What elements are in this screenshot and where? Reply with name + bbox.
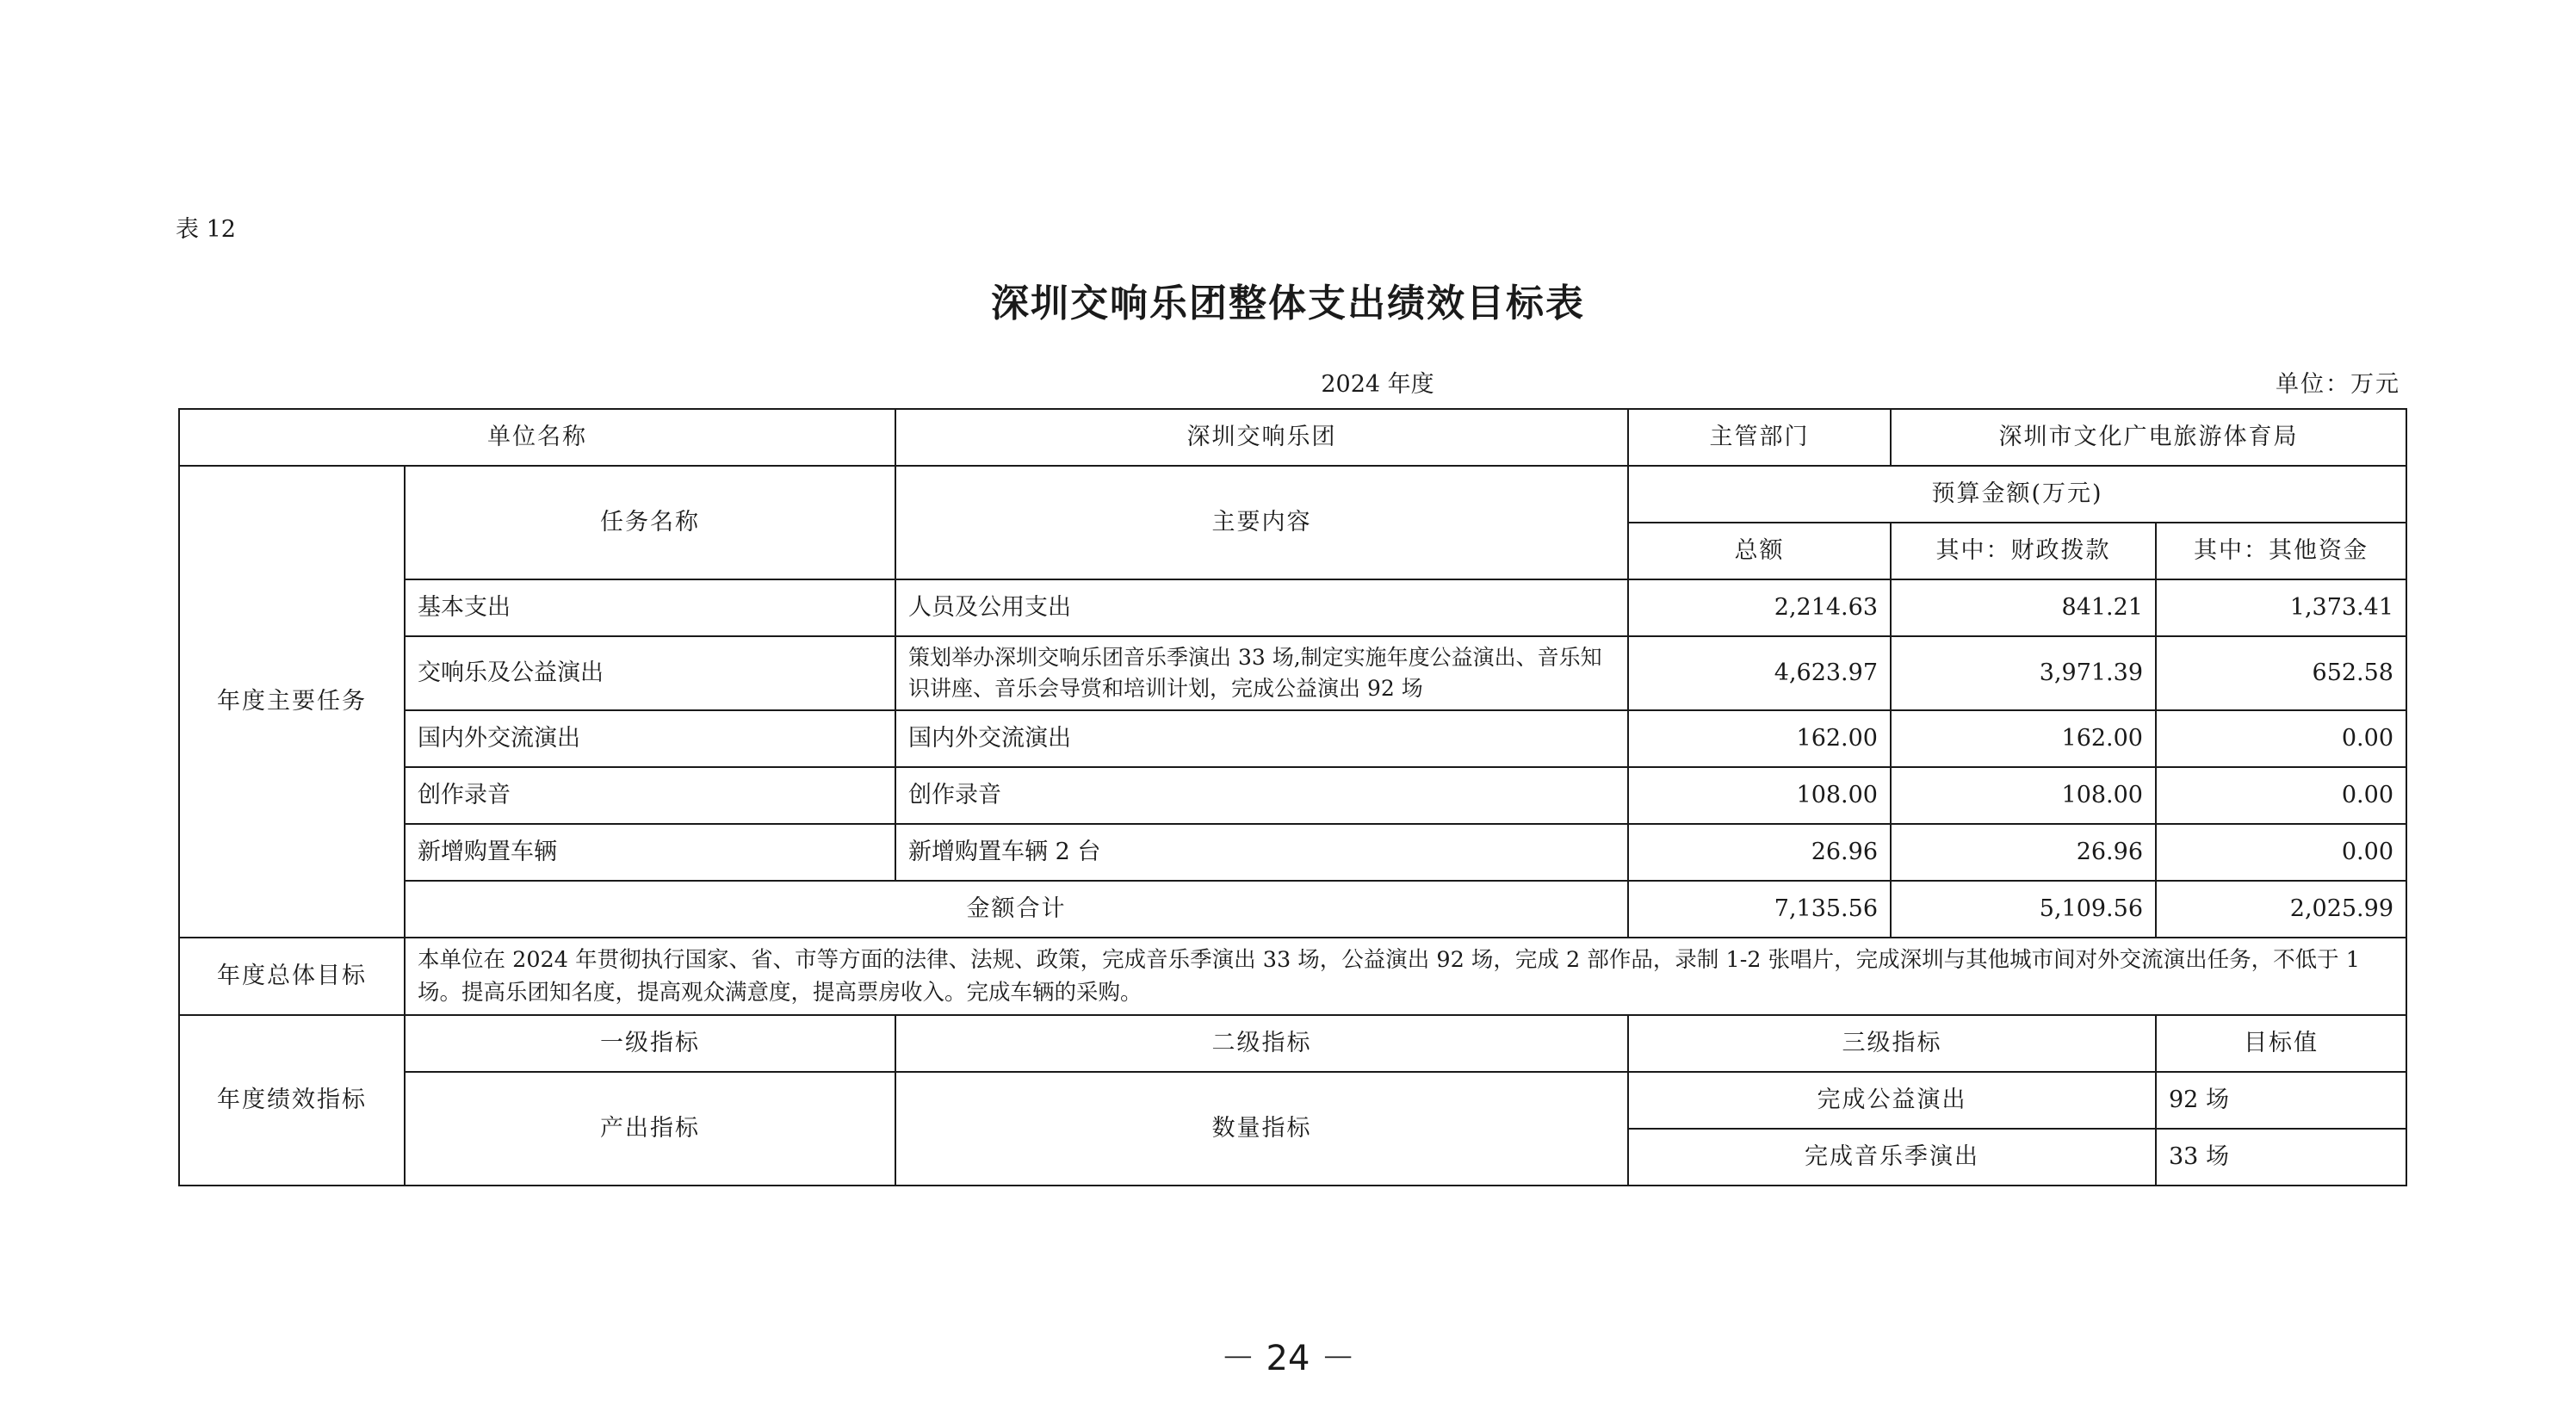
col-target: 目标值 bbox=[2156, 1015, 2406, 1072]
task-fiscal: 26.96 bbox=[1891, 824, 2156, 881]
task-name: 创作录音 bbox=[405, 767, 895, 824]
task-name: 交响乐及公益演出 bbox=[405, 636, 895, 710]
col-task-name: 任务名称 bbox=[405, 466, 895, 579]
level2-value: 数量指标 bbox=[895, 1072, 1628, 1186]
col-total: 总额 bbox=[1628, 523, 1891, 579]
table-row bbox=[179, 824, 2406, 881]
task-total: 162.00 bbox=[1628, 710, 1891, 767]
task-name: 新增购置车辆 bbox=[405, 824, 895, 881]
task-name: 国内外交流演出 bbox=[405, 710, 895, 767]
target-value: 33 场 bbox=[2156, 1129, 2406, 1186]
task-total: 108.00 bbox=[1628, 767, 1891, 824]
tasks-section-label: 年度主要任务 bbox=[179, 466, 405, 938]
dept-value: 深圳市文化广电旅游体育局 bbox=[1891, 409, 2406, 466]
table-row bbox=[179, 1072, 2406, 1129]
task-fiscal: 3,971.39 bbox=[1891, 636, 2156, 710]
col-level2: 二级指标 bbox=[895, 1015, 1628, 1072]
level3-value: 完成公益演出 bbox=[1628, 1072, 2156, 1129]
task-content: 国内外交流演出 bbox=[895, 710, 1628, 767]
task-fiscal: 162.00 bbox=[1891, 710, 2156, 767]
task-total: 26.96 bbox=[1628, 824, 1891, 881]
table-row bbox=[179, 767, 2406, 824]
task-name: 基本支出 bbox=[405, 579, 895, 636]
dept-label: 主管部门 bbox=[1628, 409, 1891, 466]
task-content: 创作录音 bbox=[895, 767, 1628, 824]
unit-name-label: 单位名称 bbox=[179, 409, 895, 466]
task-other: 0.00 bbox=[2156, 710, 2406, 767]
performance-target-table bbox=[178, 408, 2407, 1186]
col-budget-amount: 预算金额(万元) bbox=[1628, 466, 2406, 523]
col-level3: 三级指标 bbox=[1628, 1015, 2156, 1072]
table-row bbox=[179, 636, 2406, 710]
task-other: 1,373.41 bbox=[2156, 579, 2406, 636]
task-other: 0.00 bbox=[2156, 767, 2406, 824]
sum-fiscal: 5,109.56 bbox=[1891, 881, 2156, 938]
col-other: 其中：其他资金 bbox=[2156, 523, 2406, 579]
task-content: 策划举办深圳交响乐团音乐季演出 33 场,制定实施年度公益演出、音乐知识讲座、音乐会导赏和培训计划，完成公益演出 92 场 bbox=[895, 636, 1628, 710]
task-total: 4,623.97 bbox=[1628, 636, 1891, 710]
task-fiscal: 841.21 bbox=[1891, 579, 2156, 636]
sum-total: 7,135.56 bbox=[1628, 881, 1891, 938]
target-value: 92 场 bbox=[2156, 1072, 2406, 1129]
task-fiscal: 108.00 bbox=[1891, 767, 2156, 824]
sum-row bbox=[179, 881, 2406, 938]
page-number: － 24 － bbox=[1220, 1339, 1356, 1378]
unit-name-value: 深圳交响乐团 bbox=[895, 409, 1628, 466]
currency-unit: 单位：万元 bbox=[2276, 371, 2400, 398]
table-number: 表 12 bbox=[176, 216, 236, 243]
table-row bbox=[179, 710, 2406, 767]
col-level1: 一级指标 bbox=[405, 1015, 895, 1072]
task-other: 0.00 bbox=[2156, 824, 2406, 881]
task-content: 人员及公用支出 bbox=[895, 579, 1628, 636]
indicator-header-row bbox=[179, 1015, 2406, 1072]
level1-value: 产出指标 bbox=[405, 1072, 895, 1186]
document-title: 深圳交响乐团整体支出绩效目标表 bbox=[991, 282, 1585, 325]
col-main-content: 主要内容 bbox=[895, 466, 1628, 579]
col-fiscal: 其中：财政拨款 bbox=[1891, 523, 2156, 579]
fiscal-year: 2024 年度 bbox=[1321, 371, 1434, 398]
task-other: 652.58 bbox=[2156, 636, 2406, 710]
goal-label: 年度总体目标 bbox=[179, 938, 405, 1015]
task-content: 新增购置车辆 2 台 bbox=[895, 824, 1628, 881]
task-header-row bbox=[179, 466, 2406, 523]
task-total: 2,214.63 bbox=[1628, 579, 1891, 636]
level3-value: 完成音乐季演出 bbox=[1628, 1129, 2156, 1186]
table-row bbox=[179, 579, 2406, 636]
sum-label: 金额合计 bbox=[405, 881, 1628, 938]
header-row bbox=[179, 409, 2406, 466]
goal-row bbox=[179, 938, 2406, 1015]
sum-other: 2,025.99 bbox=[2156, 881, 2406, 938]
goal-text: 本单位在 2024 年贯彻执行国家、省、市等方面的法律、法规、政策，完成音乐季演出 33 场，公益演出 92 场，完成 2 部作品，录制 1-2 张唱片，完成深圳与其他城市间对外交流演出任务，不低于 1 场。提高乐团知名度，提高观众满意度，提高票房收入。完成车辆的采购。 bbox=[405, 938, 2406, 1015]
indicators-label: 年度绩效指标 bbox=[179, 1015, 405, 1186]
